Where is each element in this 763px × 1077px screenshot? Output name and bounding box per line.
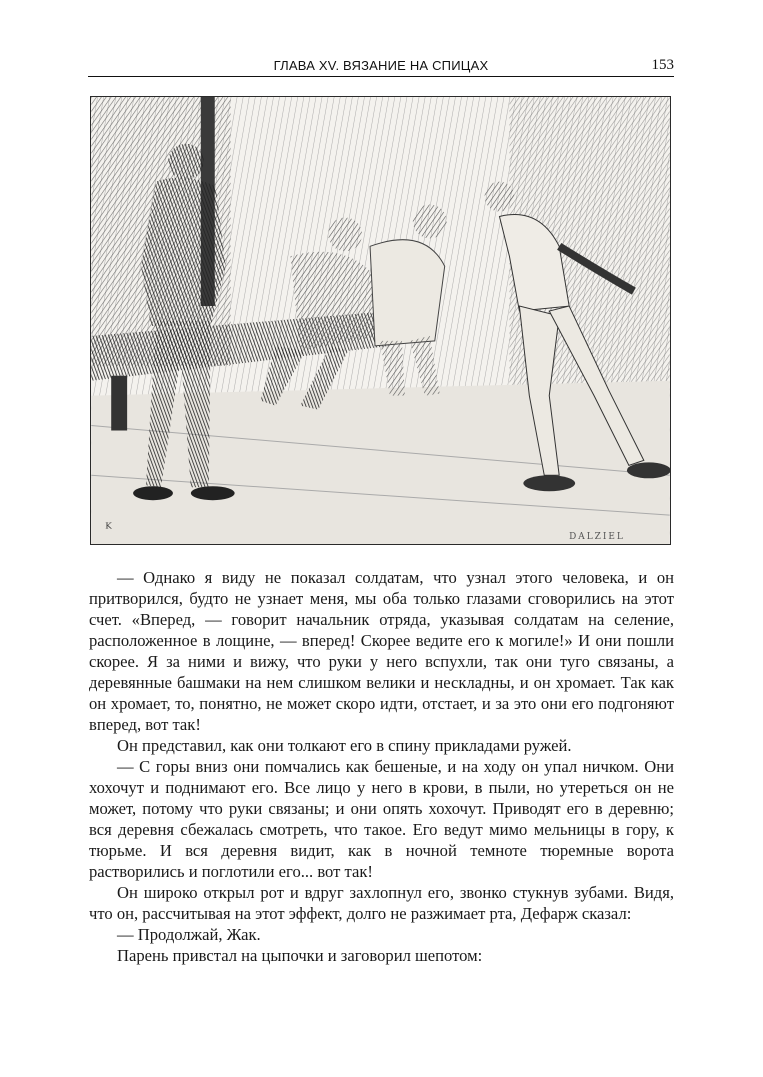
page-number: 153 <box>651 57 674 73</box>
engraver-monogram: ᴷ <box>105 521 112 538</box>
bench-leg <box>111 376 127 431</box>
paragraph-3: — С горы вниз они помчались как бешеные, и на ходу он упал ничком. Они хохочут и поднимают его. Все лицо у него в крови, в пыли, но утереться он не может, потому что руки связаны; и они опять хохочут. Приводят его в деревню; вся деревня сбежалась смотреть, что такое. Его ведут мимо мельницы в гору, к тюрьме. И вся деревня видит, как в ночной темноте тюремные ворота растворились и поглотили его... вот так! <box>89 757 674 881</box>
header-rule <box>88 76 674 77</box>
floor <box>91 381 669 544</box>
paragraph-1: — Однако я виду не показал солдатам, что узнал этого человека, и он притворился, будто не узнает меня, мы оба только глазами сговорились на этот счет. «Вперед, — говорит начальник отряда, указывая солдатам на селение, расположенное в лощине, — вперед! Скорее ведите его к могиле!» И они пошли скорее. Я за ними и вижу, что руки у него вспухли, так они туго связаны, а деревянные башмаки на нем слишком велики и нескладны, и он хромает. Так как он хромает, то, понятно, не может скоро идти, отстает, и за это они его подгоняют вперед, вот так! <box>89 568 674 734</box>
paragraph-5: — Продолжай, Жак. <box>117 925 261 944</box>
engraving-illustration <box>90 96 671 545</box>
engraving-svg <box>91 97 670 544</box>
paragraph-4: Он широко открыл рот и вдруг захлопнул его, звонко стукнув зубами. Видя, что он, рассчитывая на этот эффект, долго не разжимает рта, Дефарж сказал: <box>89 883 674 923</box>
engraver-signature: DALZIEL <box>569 532 625 543</box>
body-text <box>89 567 674 966</box>
chapter-title: ГЛАВА XV. ВЯЗАНИЕ НА СПИЦАХ <box>273 58 489 73</box>
paragraph-2: Он представил, как они толкают его в спину прикладами ружей. <box>117 736 572 755</box>
running-head <box>88 56 674 76</box>
paragraph-6: Парень привстал на цыпочки и заговорил шепотом: <box>117 946 483 965</box>
